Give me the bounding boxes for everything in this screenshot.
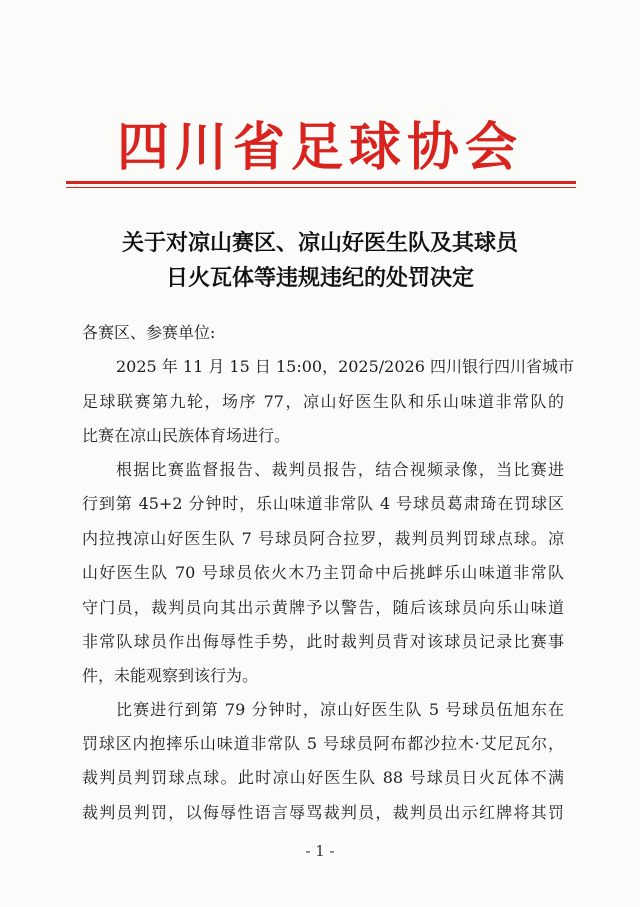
paragraph-1-line: 足球联赛第九轮，场序 77，凉山好医生队和乐山味道非常队的 bbox=[82, 392, 564, 411]
paragraph-2-line: 内拉拽凉山好医生队 7 号球员阿合拉罗，裁判员判罚球点球。凉 bbox=[82, 529, 564, 548]
paragraph-1-line: 2025 年 11 月 15 日 15:00，2025/2026 四川银行四川省城市 bbox=[116, 357, 574, 376]
page-number: - 1 - bbox=[305, 842, 335, 860]
document-title-line-2: 日火瓦体等违规违纪的处罚决定 bbox=[165, 265, 474, 291]
paragraph-3-line: 裁判员判罚，以侮辱性语言辱骂裁判员，裁判员出示红牌将其罚 bbox=[82, 803, 564, 822]
header-rule-thick bbox=[66, 181, 576, 184]
paragraph-3-line: 比赛进行到第 79 分钟时，凉山好医生队 5 号球员伍旭东在 bbox=[116, 700, 564, 719]
salutation: 各赛区、参赛单位: bbox=[82, 323, 216, 342]
header-rule-thin bbox=[66, 187, 576, 188]
document-title-line-1: 关于对凉山赛区、凉山好医生队及其球员 bbox=[121, 230, 518, 256]
paragraph-2-line: 山好医生队 70 号球员依火木乃主罚命中后挑衅乐山味道非常队 bbox=[82, 563, 564, 582]
paragraph-2-line: 行到第 45+2 分钟时，乐山味道非常队 4 号球员葛肃琦在罚球区 bbox=[82, 494, 564, 513]
paragraph-1-line: 比赛在凉山民族体育场进行。 bbox=[82, 426, 291, 445]
paragraph-2-line: 根据比赛监督报告、裁判员报告，结合视频录像，当比赛进 bbox=[116, 460, 564, 479]
paragraph-2-line: 件，未能观察到该行为。 bbox=[82, 666, 259, 685]
paragraph-3-line: 裁判员判罚球点球。此时凉山好医生队 88 号球员日火瓦体不满 bbox=[82, 768, 564, 787]
paragraph-3-line: 罚球区内抱摔乐山味道非常队 5 号球员阿布都沙拉木·艾尼瓦尔， bbox=[82, 734, 564, 753]
organization-header: 四川省足球协会 bbox=[116, 118, 523, 178]
paragraph-2-line: 非常队球员作出侮辱性手势，此时裁判员背对该球员记录比赛事 bbox=[82, 632, 564, 651]
paragraph-2-line: 守门员，裁判员向其出示黄牌予以警告，随后该球员向乐山味道 bbox=[82, 598, 564, 617]
